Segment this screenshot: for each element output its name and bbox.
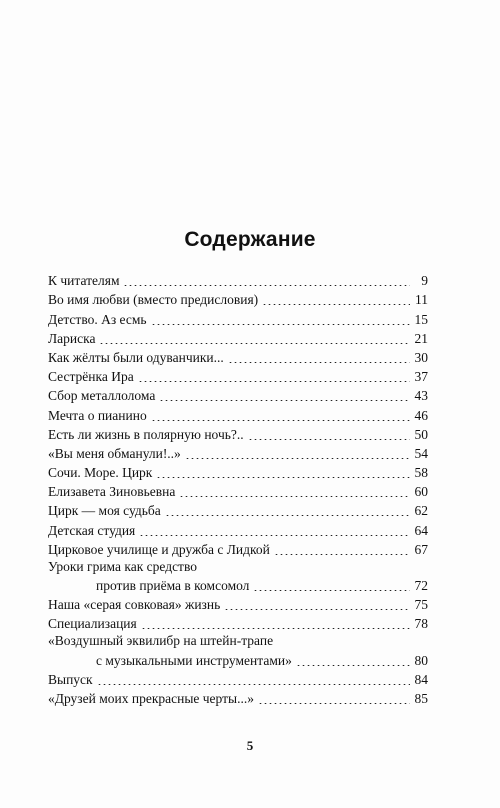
toc-leader-dots <box>141 628 410 629</box>
toc-entry <box>48 424 428 443</box>
toc-entry-page: 80 <box>414 652 428 668</box>
toc-entry-continuation <box>48 649 428 668</box>
toc-entry-page: 9 <box>421 273 428 289</box>
toc-entry-page: 64 <box>414 522 428 538</box>
toc-leader-dots <box>139 535 410 536</box>
toc-entry-page: 54 <box>414 445 428 461</box>
toc-entry <box>48 366 428 385</box>
toc-entry-page: 21 <box>414 330 428 346</box>
toc-entry <box>48 404 428 423</box>
toc-entry-continuation <box>48 575 428 594</box>
toc-leader-dots <box>156 477 410 478</box>
toc-entry-title: Наша «серая совковая» жизнь <box>48 597 221 613</box>
toc-entry <box>48 270 428 289</box>
toc-entry-title: Сбор металлолома <box>48 388 156 404</box>
page-title: Содержание <box>184 228 316 251</box>
toc-entry-title: Детская студия <box>48 522 136 538</box>
toc-leader-dots <box>296 665 410 666</box>
toc-leader-dots <box>123 285 410 286</box>
toc-leader-dots <box>185 458 410 459</box>
toc-entry-title: К читателям <box>48 273 120 289</box>
toc-entry <box>48 443 428 462</box>
toc-entry <box>48 347 428 366</box>
toc-entry-page: 67 <box>414 541 428 557</box>
toc-entry-page: 62 <box>414 503 428 519</box>
toc-entry-page: 50 <box>414 426 428 442</box>
toc-entry-title: «Вы меня обманули!..» <box>48 445 181 461</box>
toc-entry-title: Елизавета Зиновьевна <box>48 484 176 500</box>
toc-leader-dots <box>228 362 410 363</box>
toc-entry-page: 37 <box>414 369 428 385</box>
toc-entry-page: 78 <box>414 616 428 632</box>
toc-entry <box>48 500 428 519</box>
toc-entry <box>48 328 428 347</box>
toc-entry-title: «Друзей моих прекрасные черты...» <box>48 690 254 706</box>
toc-entry-page: 84 <box>414 671 428 687</box>
toc-entry-title: Есть ли жизнь в полярную ночь?.. <box>48 426 244 442</box>
toc-entry-title: Лариска <box>48 330 96 346</box>
toc-entry-title: Детство. Аз есмь <box>48 311 147 327</box>
toc-leader-dots <box>99 343 410 344</box>
toc-entry-first-line <box>48 558 428 575</box>
toc-leader-dots <box>159 400 410 401</box>
toc-leader-dots <box>248 439 410 440</box>
toc-entry-title: Мечта о пианино <box>48 407 147 423</box>
toc-entry-first-line <box>48 632 428 649</box>
toc-entry-title: Во имя любви (вместо предисловия) <box>48 292 259 308</box>
toc-entry-title-continued: против приёма в комсомол <box>96 578 250 593</box>
toc-entry-title-continued: с музыкальными инструментами» <box>96 652 292 668</box>
toc-leader-dots <box>97 684 410 685</box>
toc-entry <box>48 688 428 707</box>
toc-entry-title: Специализация <box>48 616 137 632</box>
toc-entry <box>48 539 428 558</box>
toc-entry <box>48 594 428 613</box>
toc-leader-dots <box>179 496 410 497</box>
toc-entry-title: «Воздушный эквилибр на штейн-трапе <box>48 633 274 649</box>
toc-leader-dots <box>224 609 410 610</box>
toc-entry <box>48 613 428 632</box>
toc-leader-dots <box>258 703 410 704</box>
toc-entry <box>48 289 428 308</box>
table-of-contents <box>48 270 428 707</box>
page-number: 5 <box>246 738 254 753</box>
toc-entry <box>48 519 428 538</box>
toc-entry-page: 85 <box>414 690 428 706</box>
toc-entry-title: Сочи. Море. Цирк <box>48 465 153 481</box>
toc-entry <box>48 481 428 500</box>
toc-leader-dots <box>274 554 410 555</box>
toc-entry-page: 72 <box>414 578 428 593</box>
toc-entry-title: Сестрёнка Ира <box>48 369 134 385</box>
toc-entry <box>48 308 428 327</box>
toc-entry-page: 43 <box>414 388 428 404</box>
toc-leader-dots <box>253 590 410 591</box>
toc-entry-page: 75 <box>414 597 428 613</box>
toc-leader-dots <box>165 515 410 516</box>
toc-entry-title: Выпуск <box>48 671 93 687</box>
toc-entry-title: Цирк — моя судьба <box>48 503 161 519</box>
toc-leader-dots <box>262 304 410 305</box>
toc-entry-page: 46 <box>414 407 428 423</box>
toc-entry-page: 60 <box>414 484 428 500</box>
toc-entry-page: 11 <box>415 292 428 308</box>
toc-entry-title: Как жёлты были одуванчики... <box>48 349 224 365</box>
toc-leader-dots <box>151 324 410 325</box>
toc-entry <box>48 462 428 481</box>
toc-entry-page: 30 <box>414 349 428 365</box>
toc-entry-title: Уроки грима как средство <box>48 558 197 574</box>
toc-entry <box>48 669 428 688</box>
toc-entry <box>48 385 428 404</box>
toc-entry-title: Цирковое училище и дружба с Лидкой <box>48 541 270 557</box>
toc-entry-page: 58 <box>414 465 428 481</box>
toc-leader-dots <box>138 381 410 382</box>
toc-entry-page: 15 <box>414 311 428 327</box>
toc-leader-dots <box>151 420 410 421</box>
